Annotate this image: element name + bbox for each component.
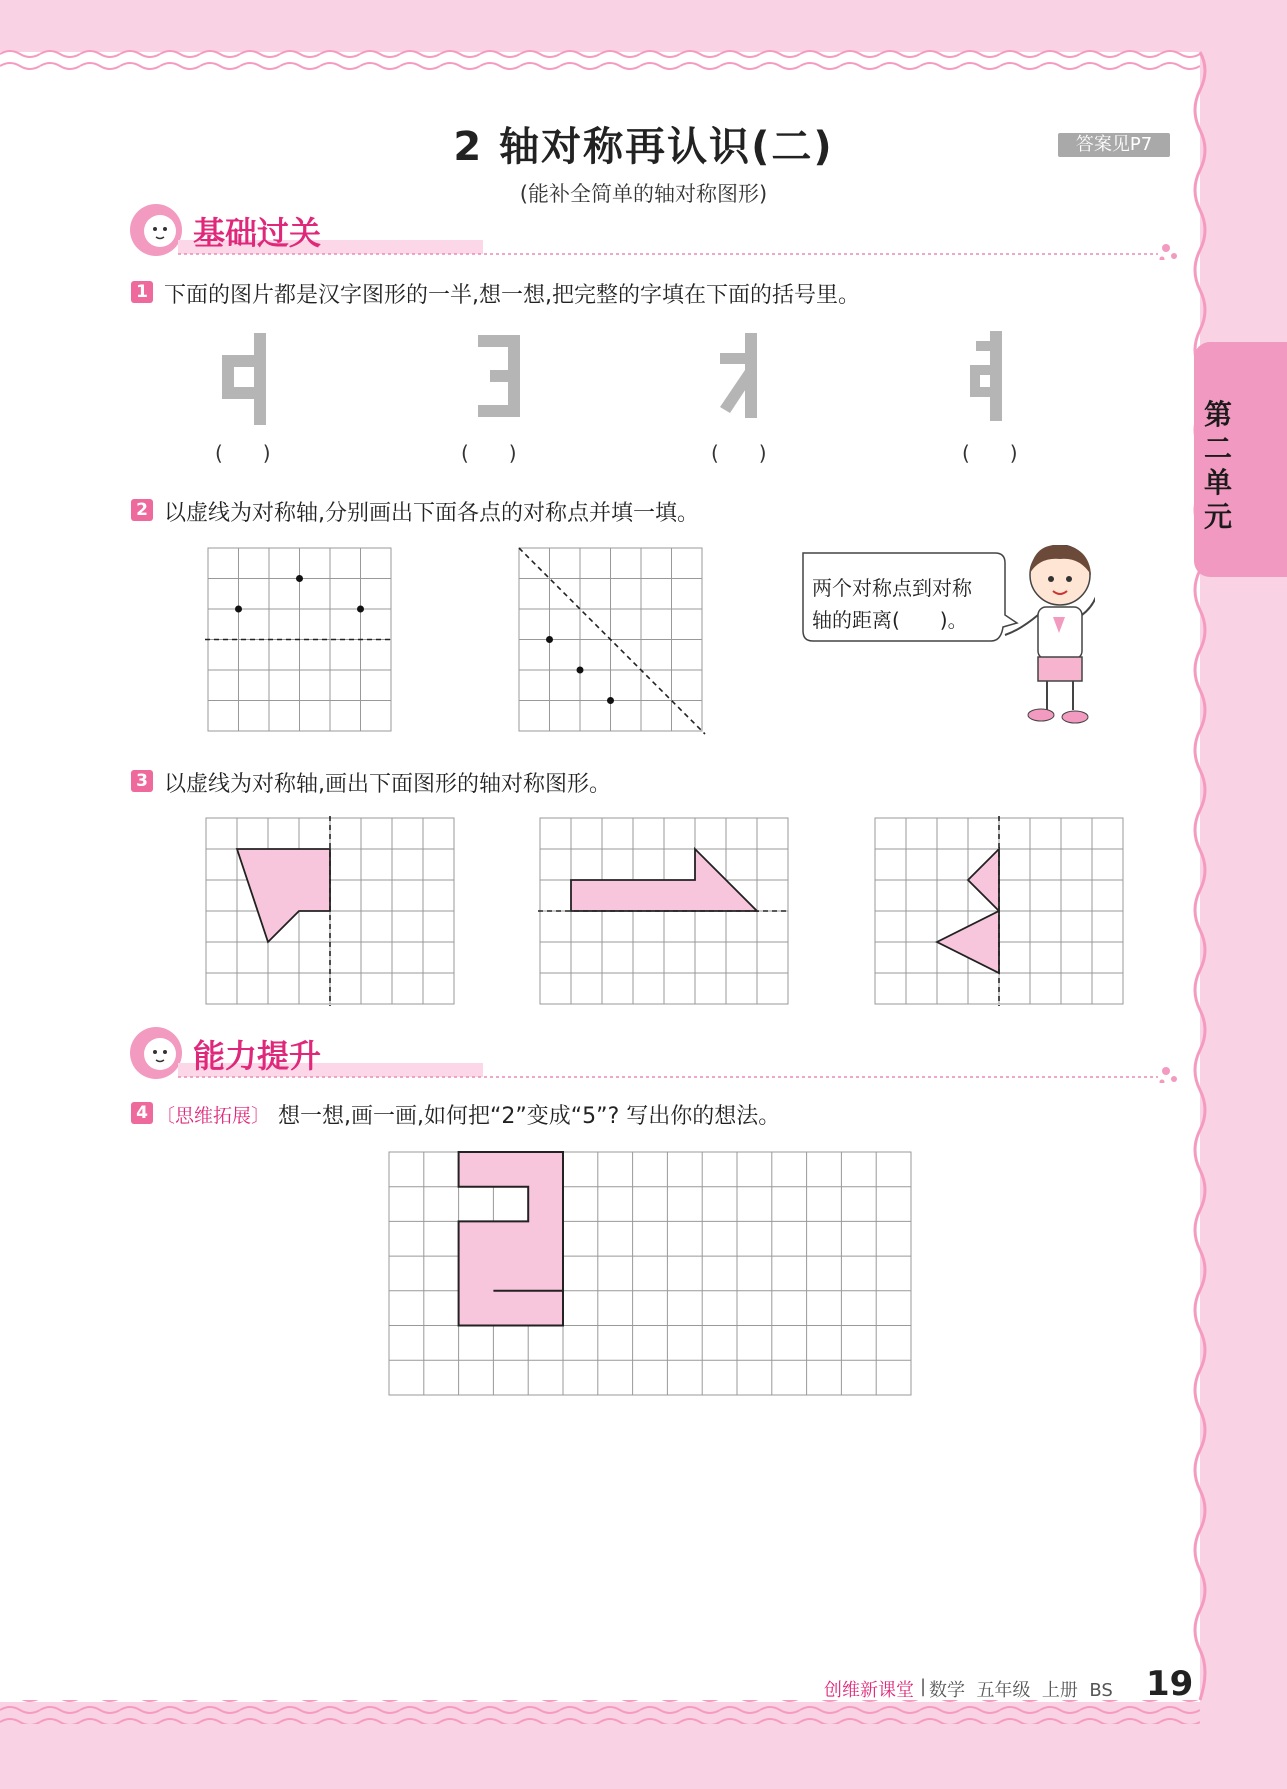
q3-shape-a bbox=[237, 849, 330, 942]
q3-grids[interactable] bbox=[200, 812, 1130, 1012]
answer-blank-2[interactable]: ( ) bbox=[461, 441, 517, 465]
question-4-tag: 〔思维拓展〕 bbox=[156, 1105, 271, 1127]
question-number-4: 4 bbox=[131, 1102, 153, 1124]
question-1-text: 下面的图片都是汉字图形的一半,想一想,把完整的字填在下面的括号里。 bbox=[164, 283, 860, 308]
question-4-text: 想一想,画一画,如何把“2”变成“5”? 写出你的想法。 bbox=[278, 1104, 781, 1129]
page-number: 19 bbox=[1146, 1664, 1194, 1704]
q2-point-b1 bbox=[546, 636, 553, 643]
bubble-line-2: 轴的距离( )。 bbox=[812, 608, 968, 632]
q3-shape-c1 bbox=[968, 849, 999, 911]
section-title-basic: 基础过关 bbox=[193, 214, 322, 252]
q2-point-b3 bbox=[607, 697, 614, 704]
question-number-2: 2 bbox=[131, 499, 153, 521]
q4-grid[interactable] bbox=[385, 1148, 915, 1400]
bubble-line-1: 两个对称点到对称 bbox=[812, 576, 972, 600]
answer-blank-1[interactable]: ( ) bbox=[215, 441, 271, 465]
answer-blank-4[interactable]: ( ) bbox=[962, 441, 1018, 465]
question-number-1: 1 bbox=[131, 281, 153, 303]
page-subtitle: (能补全简单的轴对称图形) bbox=[519, 182, 768, 206]
q2-point-b2 bbox=[577, 667, 584, 674]
q2-grids[interactable] bbox=[200, 540, 720, 740]
half-character-1 bbox=[222, 333, 266, 425]
q2-point-a2 bbox=[296, 575, 303, 582]
unit-tab-label: 第二单元 bbox=[1203, 398, 1232, 533]
section-title-advanced: 能力提升 bbox=[193, 1037, 322, 1075]
question-2-text: 以虚线为对称轴,分别画出下面各点的对称点并填一填。 bbox=[164, 501, 699, 526]
q2-point-a3 bbox=[357, 606, 364, 613]
footer-divider: | bbox=[920, 1676, 927, 1697]
footer-info: 数学 五年级 上册 BS bbox=[929, 1680, 1113, 1701]
question-number-3: 3 bbox=[131, 770, 153, 792]
half-character-figures bbox=[200, 325, 1100, 425]
half-character-4 bbox=[970, 331, 1002, 421]
half-character-3 bbox=[720, 333, 757, 418]
page-title: 2 轴对称再认识(二) bbox=[453, 124, 834, 170]
question-3-text: 以虚线为对称轴,画出下面图形的轴对称图形。 bbox=[164, 772, 611, 797]
digit-two-shape bbox=[459, 1152, 563, 1326]
q2-point-a1 bbox=[235, 606, 242, 613]
answer-blank-3[interactable]: ( ) bbox=[711, 441, 767, 465]
footer-brand: 创维新课堂 bbox=[824, 1680, 914, 1701]
half-character-2 bbox=[478, 335, 520, 417]
answer-reference-badge: 答案见P7 bbox=[1058, 133, 1170, 157]
